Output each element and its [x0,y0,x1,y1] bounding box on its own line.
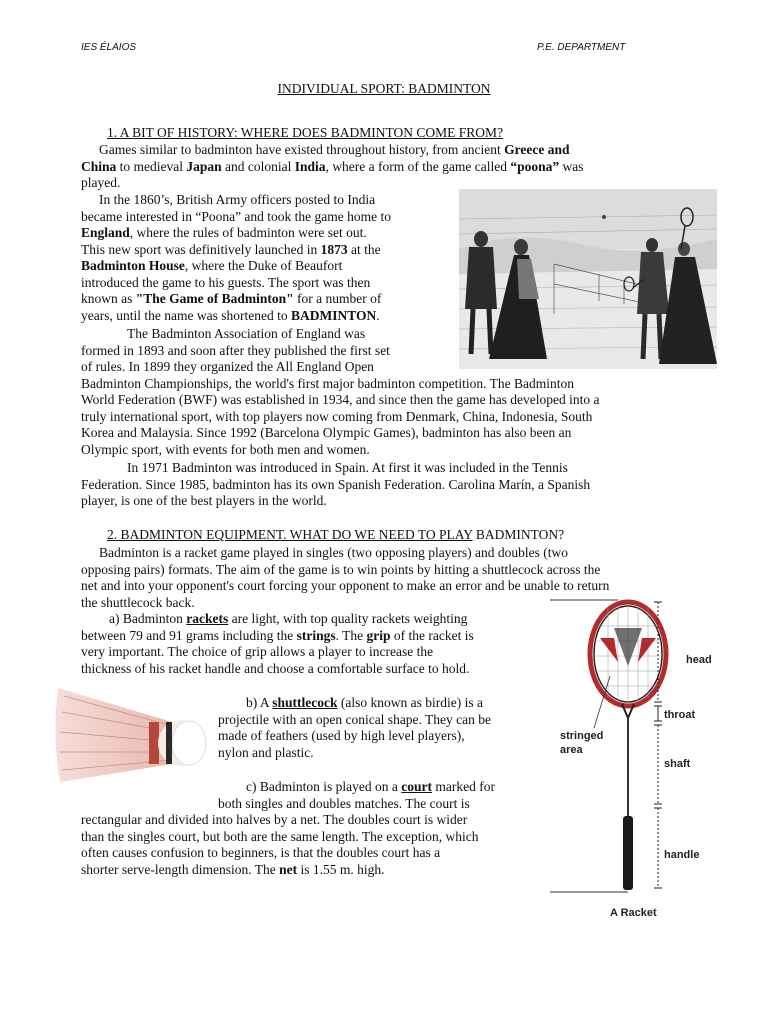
header-left: IES ÉLAIOS [81,42,137,53]
racket-diagram [548,596,728,922]
equipment-intro-paragraph: Badminton is a racket game played in singles (two opposing players) and doubles (two opposing pairs) formats. The aim of the game is to win points by hitting a shuttlecock across the net and into your opponent's court forcing your opponent to make an error and be unable to return the shuttlecock back. [81,545,610,610]
history-paragraph-1: Games similar to badminton have existed throughout history, from ancient Greece and China to medieval Japan and colonial India, where a form of the game called “poona” was played. [81,142,584,190]
shuttlecock-paragraph: b) A shuttlecock (also known as birdie) is a projectile with an open conical shape. They can be made of feathers (used by high level players), nylon and plastic. [218,695,492,760]
history-paragraph-2: In the 1860’s, British Army officers posted to India became interested in “Poona” and took the game home to England, where the rules of badminton were set out. This new sport was definitively launched in 1873 at the Badminton House, where the Duke of Beaufort introduced the game to his guests. The sport was then known as "The Game of Badminton" for a number of years, until the name was shortened to BADMINTON. [81,192,392,323]
stringed-area-label-line-1: stringed [560,730,604,742]
court-paragraph: c) Badminton is played on a court marked for both singles and doubles matches. The court is rectangular and divided into halves by a net. The doubles court is wider than the singles court, but both are the same length. The exception, which often causes confusion to beginners, is that the doubles court has a shorter serve-length dimension. The net is 1.55 m. high. [81,779,495,877]
victorian-badminton-engraving [459,189,717,369]
rackets-paragraph: a) Badminton rackets are light, with top quality rackets weighting between 79 and 91 grams including the strings. The grip of the racket is very important. The choice of grip allows a player to increase the thickness of his racket handle and choose a comfortable surface to hold. [81,611,474,676]
section-1-heading: 1. A BIT OF HISTORY: WHERE DOES BADMINTON COME FROM? [107,125,504,140]
page-title: INDIVIDUAL SPORT: BADMINTON [277,81,491,96]
history-paragraph-4: In 1971 Badminton was introduced in Spain. At first it was included in the Tennis Federation. Since 1985, badminton has its own Spanish Federation. Carolina Marín, a Spanish player, is one of the best players in the world. [81,460,591,508]
stringed-area-label-line-2: area [560,744,583,756]
shuttlecock-image [54,682,214,792]
section-2-heading: 2. BADMINTON EQUIPMENT. WHAT DO WE NEED TO PLAY BADMINTON? [107,527,565,542]
throat-label: throat [664,709,696,721]
racket-caption: A Racket [610,907,657,919]
handle-label: handle [664,849,700,861]
history-paragraph-3: The Badminton Association of England was formed in 1893 and soon after they published the first set of rules. In 1899 they organized the All England Open Badminton Championships, the world's first major badminton competition. The Badminton World Federation (BWF) was established in 1934, and since then the game has developed into a truly international sport, with top players now coming from Denmark, China, Indonesia, South Korea and Malaysia. Since 1992 (Barcelona Olympic Games), badminton has also been an Olympic sport, with events for both men and women. [81,326,600,457]
header-right: P.E. DEPARTMENT [537,42,626,53]
shaft-label: shaft [664,758,691,770]
head-label: head [686,654,712,666]
